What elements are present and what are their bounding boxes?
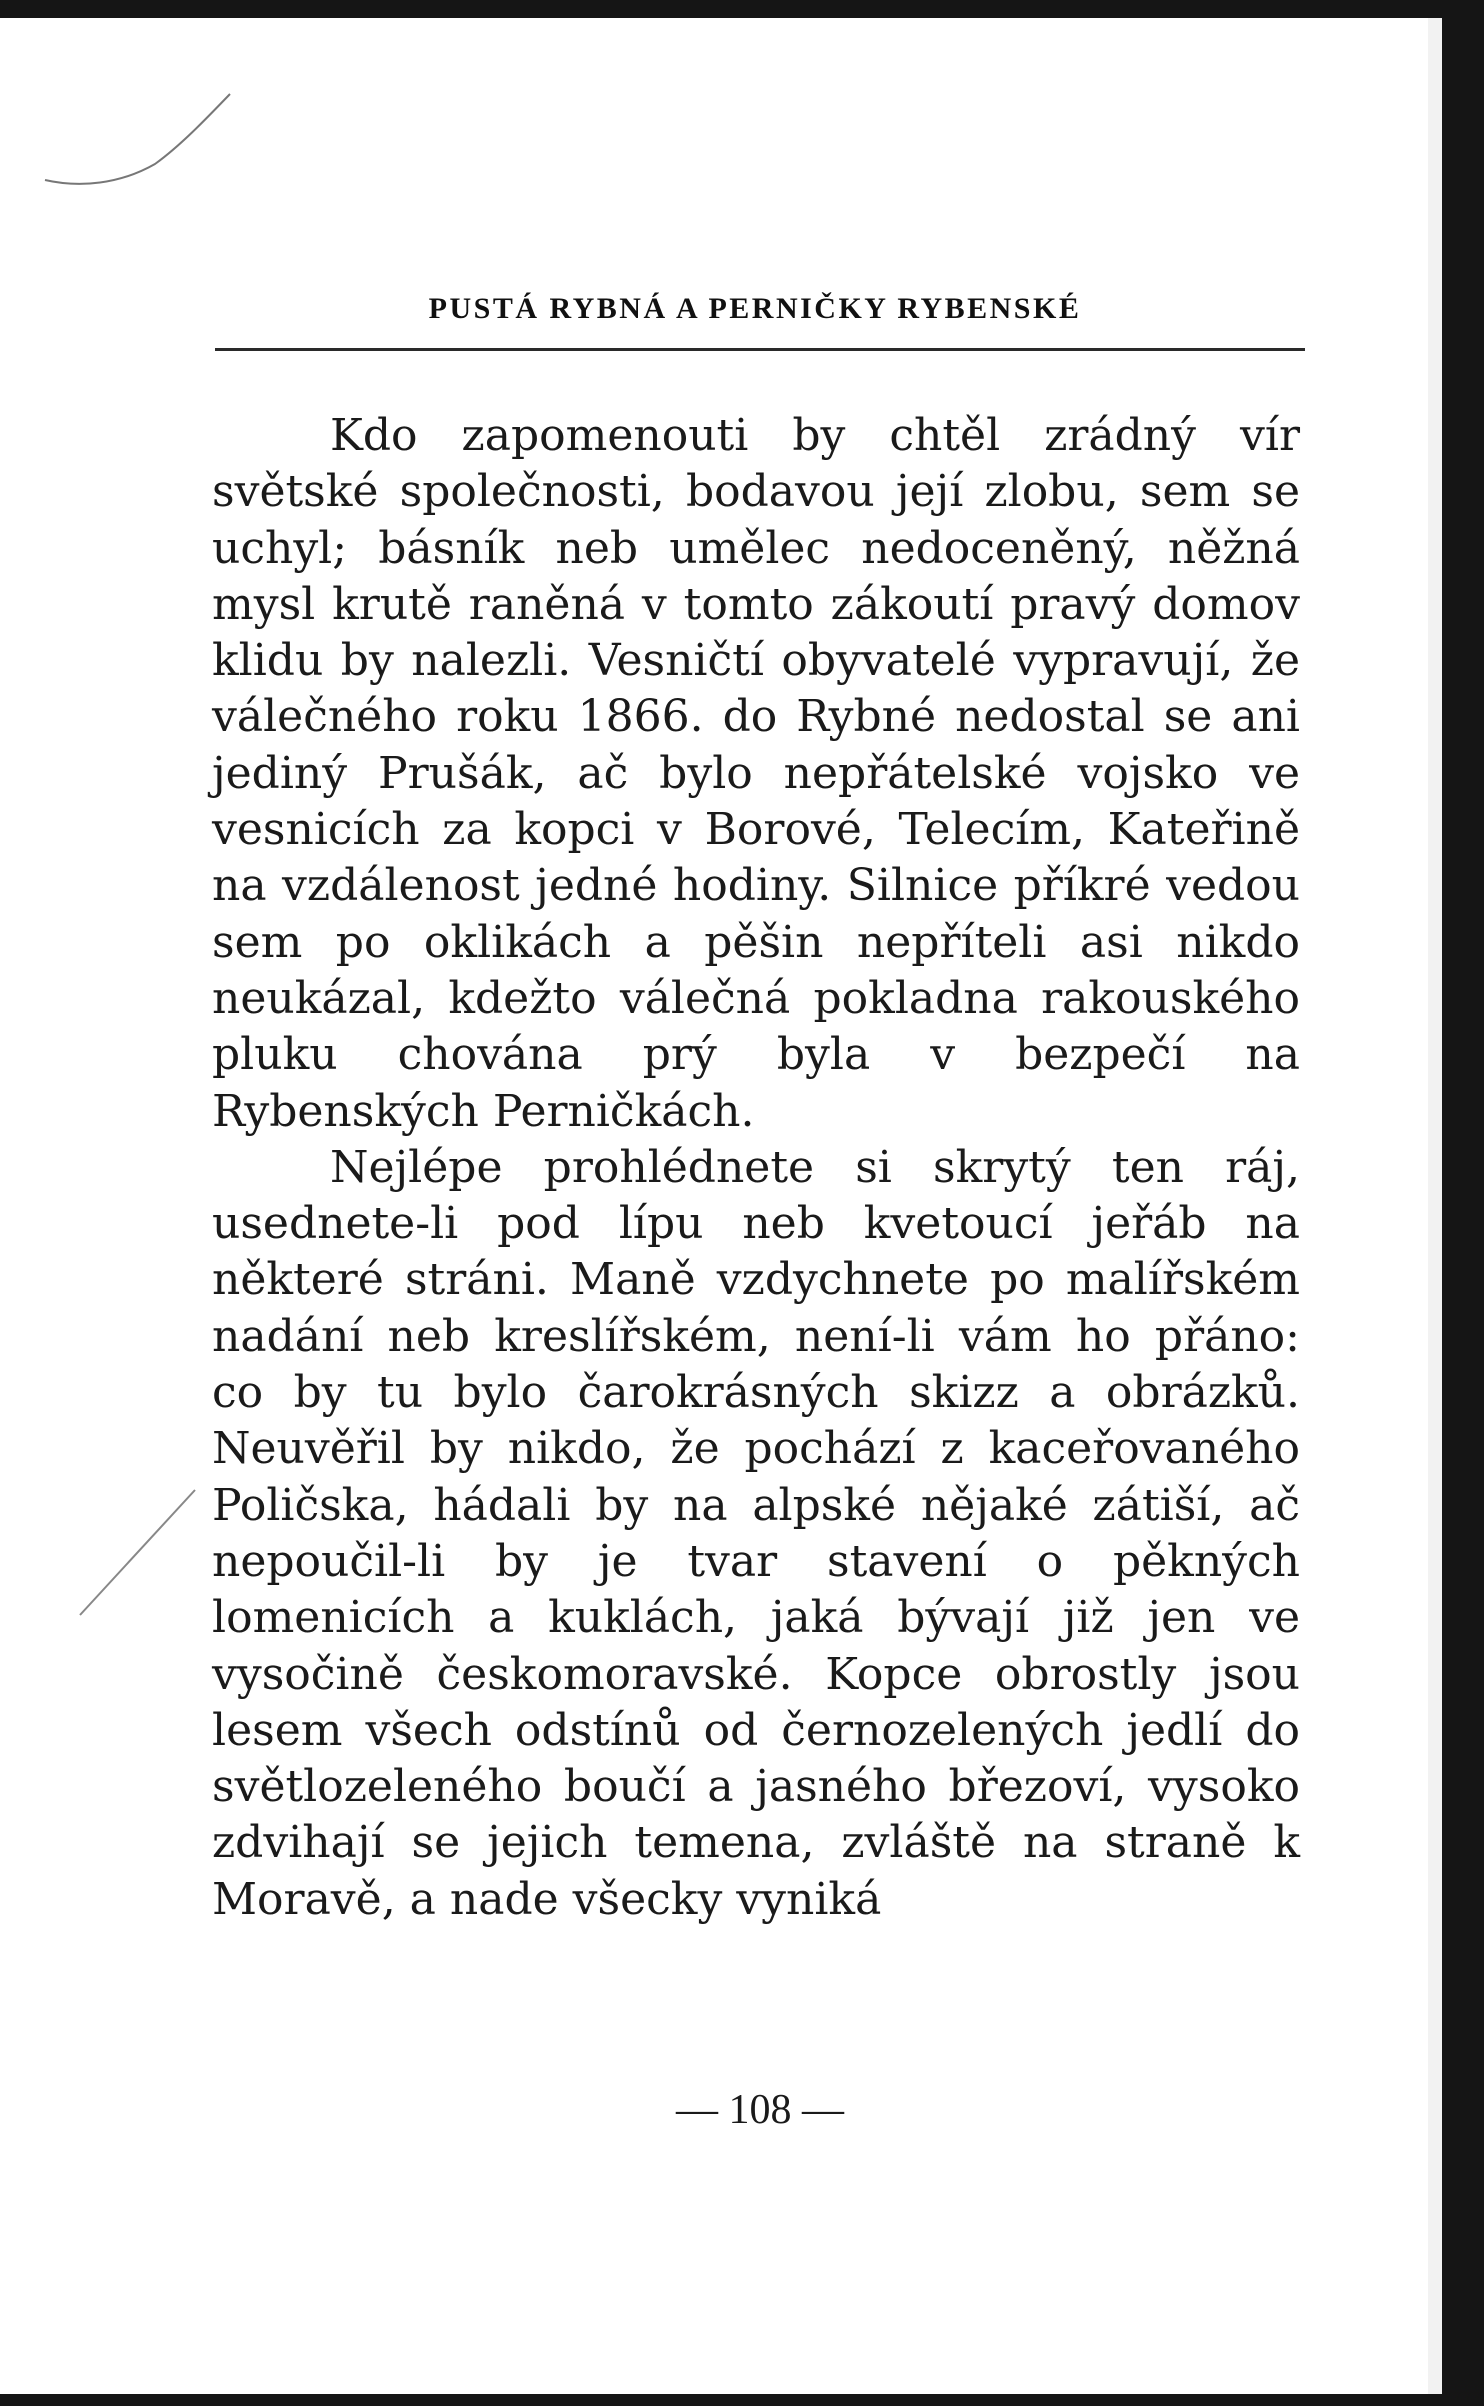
- paragraph: Nejlépe prohlédnete si skrytý ten ráj, usednete-li pod lípu neb kvetoucí jeřáb na některé stráni. Maně vzdychnete po malířském nadání neb kreslířském, není-li vám ho přáno: co by tu bylo čarokrásných skizz a obrázků. Neuvěřil by nikdo, že pochází z kaceřovaného Poličska, hádali by na alpské nějaké zátiší, ač nepoučil-li by je tvar stavení o pěkných lomenicích a kuklách, jaká bývají již jen ve vysočině českomoravské. Kopce obrostly jsou lesem všech odstínů od černozelených jedlí do světlozeleného boučí a jasného březoví, vysoko zdvihají se jejich temena, zvláště na straně k Moravě, a nade všecky vyniká: [212, 1141, 1300, 1925]
- pencil-mark: [40, 80, 240, 200]
- page-number: — 108 —: [676, 2087, 844, 2133]
- scan-gutter: [1428, 18, 1442, 2406]
- body-text: [212, 408, 1300, 1928]
- pencil-mark-margin: [70, 1480, 200, 1620]
- scan-border-bottom: [0, 2394, 1484, 2406]
- header-rule: [215, 348, 1305, 351]
- scan-border-top: [0, 0, 1484, 18]
- running-header: PUSTÁ RYBNÁ A PERNIČKY RYBENSKÉ: [428, 292, 1082, 325]
- paragraph: Kdo zapomenouti by chtěl zrádný vír světské společnosti, bodavou její zlobu, sem se uchyl; básník neb umělec nedoceněný, něžná mysl krutě raněná v tomto zákoutí pravý domov klidu by nalezli. Vesničtí obyvatelé vypravují, že válečného roku 1866. do Rybné nedostal se ani jediný Prušák, ač bylo nepřátelské vojsko ve vesnicích za kopci v Borové, Telecím, Kateřině na vzdálenost jedné hodiny. Silnice příkré vedou sem po oklikách a pěšin nepříteli asi nikdo neukázal, kdežto válečná pokladna rakouského pluku chována prý byla v bezpečí na Rybenských Perničkách.: [212, 410, 1300, 1137]
- scan-border-right: [1442, 0, 1484, 2406]
